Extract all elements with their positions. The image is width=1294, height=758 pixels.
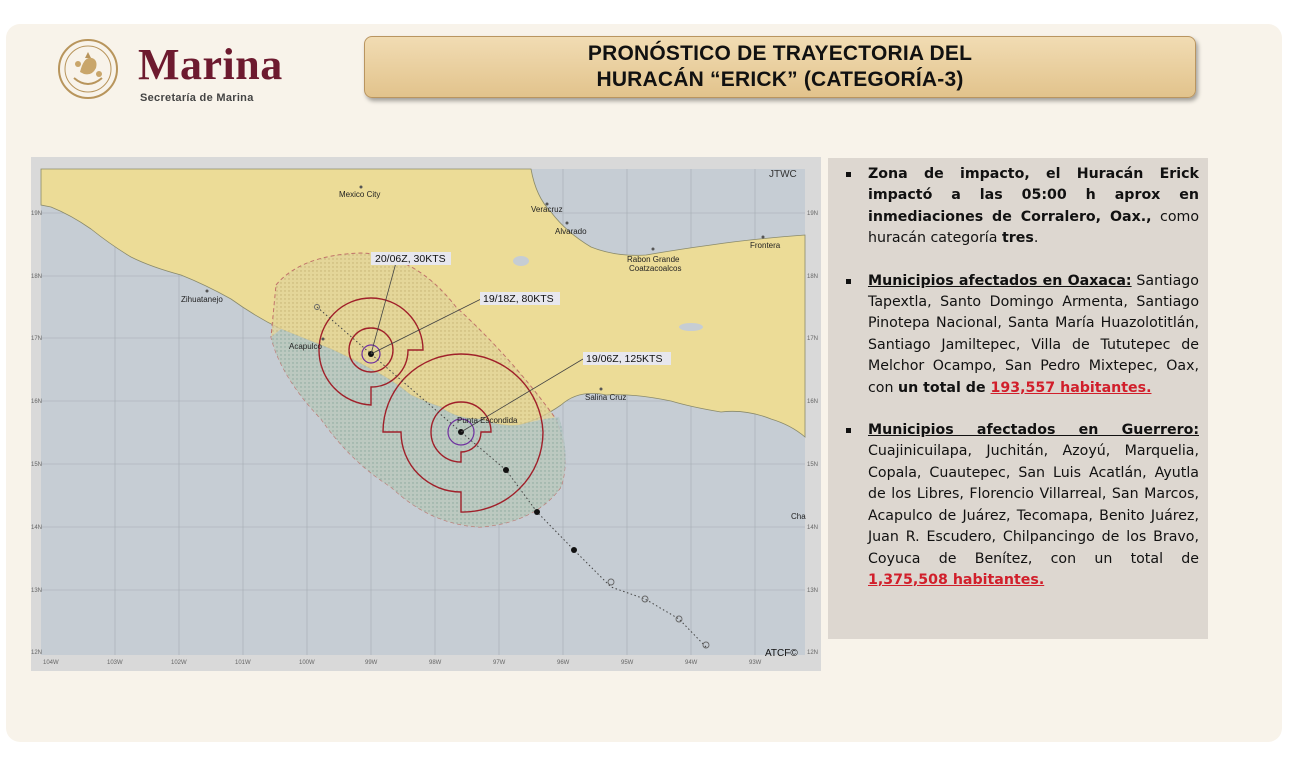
city-veracruz: Veracruz — [531, 205, 563, 214]
list-item-guerrero — [846, 420, 1199, 591]
lon-ticks — [43, 660, 762, 666]
forecast-label-19-06z: 19/06Z, 125KTS — [586, 353, 663, 365]
impact-zone-bold: Zona de impacto, el Huracán Erick impactó a las 05:00 h aprox en inmediaciones de Corralero, Oax., — [868, 166, 1199, 225]
svg-text:14N: 14N — [31, 525, 43, 531]
svg-text:101W: 101W — [235, 660, 251, 666]
svg-text:16N: 16N — [807, 399, 819, 405]
svg-text:19N: 19N — [31, 211, 43, 217]
svg-text:19N: 19N — [807, 211, 819, 217]
jtwc-label: JTWC — [769, 169, 797, 180]
forecast-label-19-18z: 19/18Z, 80KTS — [483, 293, 554, 305]
city-alvarado: Alvarado — [555, 227, 587, 236]
guerrero-population: 1,375,508 habitantes. — [868, 571, 1045, 588]
svg-text:12N: 12N — [807, 650, 819, 656]
impact-category: tres — [1001, 230, 1034, 247]
svg-text:17N: 17N — [31, 336, 43, 342]
lat-ticks — [31, 211, 42, 656]
svg-text:18N: 18N — [31, 274, 43, 280]
impact-info-panel — [828, 158, 1208, 639]
svg-text:94W: 94W — [685, 660, 698, 666]
guerrero-municipalities: Cuajinicuilapa, Juchitán, Azoyú, Marquelia, Copala, Cuautepec, San Luis Acatlán, Ayutla de los Libres, Florencio Villarreal, San Marcos, Acapulco de Juárez, Tecomapa, Benito Juárez, Juan R. Escudero, Chilpancingo de los Bravo, Coyuca de Benítez, con un total de — [868, 443, 1199, 567]
city-acapulco: Acapulco — [289, 342, 322, 351]
svg-text:93W: 93W — [749, 660, 762, 666]
svg-text:13N: 13N — [807, 588, 819, 594]
oaxaca-municipalities: Santiago Tapextla, Santo Domingo Armenta, Santiago Pinotepa Nacional, Santa María Huazolotitlán, Santiago Jamiltepec, Villa de Tututepec de Melchor Ocampo, San Pedro Mixtepec, Oax, con — [868, 272, 1199, 396]
city-salina-cruz: Salina Cruz — [585, 393, 627, 402]
title-line-1: PRONÓSTICO DE TRAYECTORIA DEL — [587, 42, 973, 65]
oaxaca-heading: Municipios afectados en Oaxaca: — [868, 272, 1132, 289]
title-line-2: HURACÁN “ERICK” (CATEGORÍA-3) — [596, 68, 964, 91]
impact-list — [828, 158, 1208, 591]
impact-zone-text: como huracán categoría — [868, 208, 1199, 247]
svg-text:103W: 103W — [107, 660, 123, 666]
svg-text:15N: 15N — [31, 462, 43, 468]
city-mexico-city: Mexico City — [339, 190, 381, 199]
city-frontera: Frontera — [750, 241, 781, 250]
guerrero-heading: Municipios afectados en Guerrero: — [868, 422, 1199, 439]
city-cha: Cha — [791, 512, 806, 521]
city-zihuatanejo: Zihuatanejo — [181, 295, 223, 304]
impact-zone-end: . — [1033, 230, 1039, 247]
city-punta-escondida: Punta Escondida — [457, 416, 518, 425]
svg-text:98W: 98W — [429, 660, 442, 666]
svg-text:14N: 14N — [807, 525, 819, 531]
svg-text:18N: 18N — [807, 274, 819, 280]
svg-text:16N: 16N — [31, 399, 43, 405]
map-svg — [31, 157, 821, 671]
slide — [6, 24, 1282, 742]
lat-ticks-right — [807, 211, 818, 656]
marina-logo — [54, 38, 324, 102]
svg-text:13N: 13N — [31, 588, 43, 594]
oaxaca-total-label: un total de — [897, 379, 991, 396]
svg-text:104W: 104W — [43, 660, 59, 666]
svg-text:15N: 15N — [807, 462, 819, 468]
svg-text:12N: 12N — [31, 650, 43, 656]
svg-text:99W: 99W — [365, 660, 378, 666]
brand-name: Marina — [138, 40, 283, 89]
national-seal-icon — [54, 38, 122, 100]
atcf-label: ATCF© — [765, 648, 798, 659]
svg-text:97W: 97W — [493, 660, 506, 666]
city-rabon-grande: Rabon Grande — [627, 255, 680, 264]
svg-text:17N: 17N — [807, 336, 819, 342]
list-item-oaxaca — [846, 271, 1199, 399]
lake — [513, 256, 529, 266]
brand-subtitle: Secretaría de Marina — [140, 92, 254, 104]
title-banner — [364, 36, 1196, 98]
svg-text:95W: 95W — [621, 660, 634, 666]
city-coatzacoalcos: Coatzacoalcos — [629, 264, 682, 273]
svg-text:102W: 102W — [171, 660, 187, 666]
svg-text:96W: 96W — [557, 660, 570, 666]
forecast-track-map — [31, 157, 821, 671]
forecast-label-20-06z: 20/06Z, 30KTS — [375, 253, 446, 265]
svg-text:100W: 100W — [299, 660, 315, 666]
list-item-impact-zone — [846, 164, 1199, 250]
oaxaca-population: 193,557 habitantes. — [990, 379, 1152, 396]
lake — [679, 323, 703, 331]
